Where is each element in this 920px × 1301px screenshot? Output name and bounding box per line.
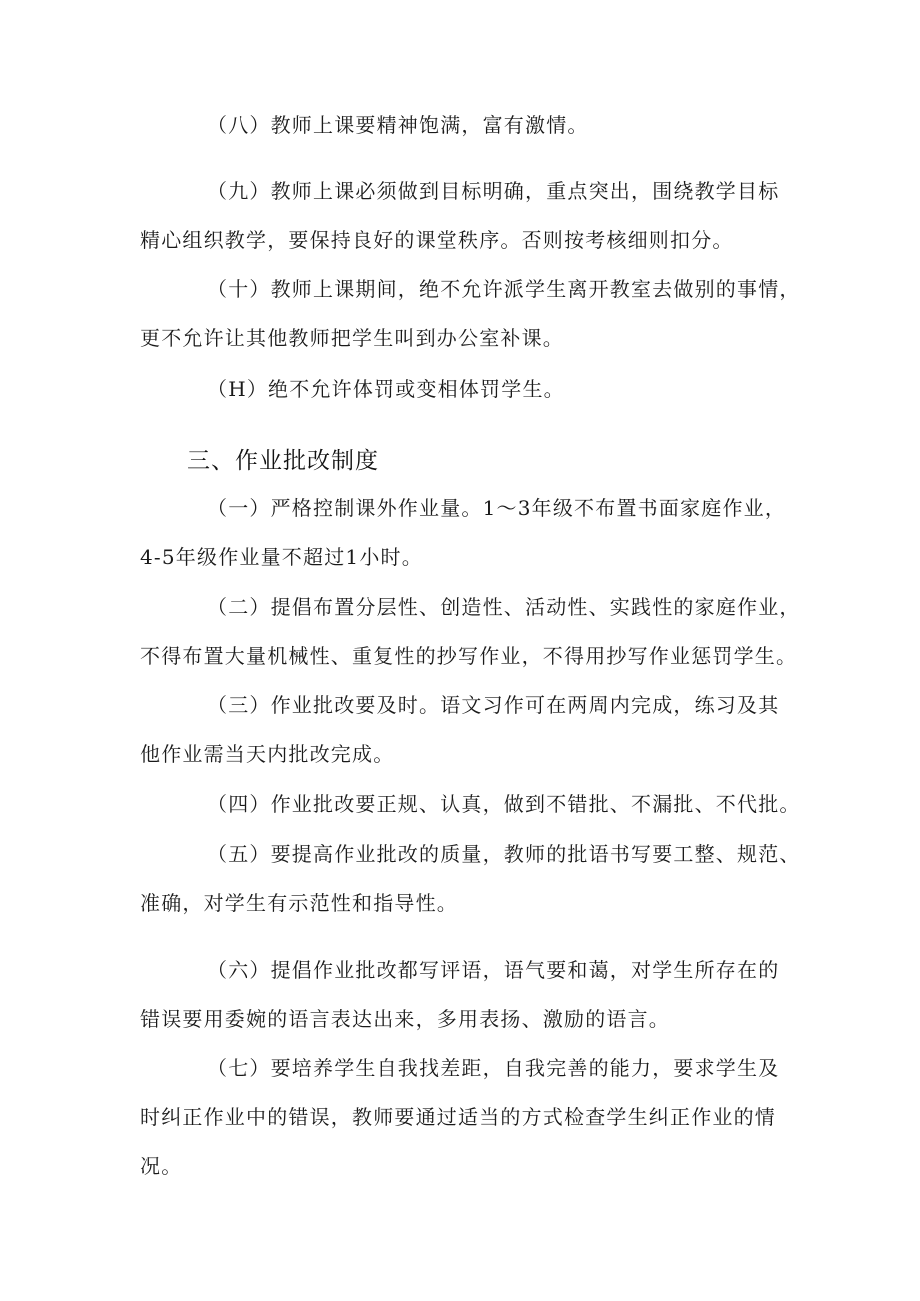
homework-item-1-line-1: （一）严格控制课外作业量。1～3年级不布置书面家庭作业， [207,496,787,520]
paragraph-11-line-1: （H）绝不允许体罚或变相体罚学生。 [207,377,565,401]
paragraph-8-line-1: （八）教师上课要精神饱满，富有激情。 [207,113,589,137]
homework-item-6-line-2: 错误要用委婉的语言表达出来，多用表扬、激励的语言。 [140,1007,670,1031]
homework-item-5-line-1: （五）要提高作业批改的质量，教师的批语书写要工整、规范、 [207,842,801,866]
homework-item-6-line-1: （六）提倡作业批改都写评语，语气要和蔼，对学生所存在的 [207,958,780,982]
homework-item-5-line-2: 准确，对学生有示范性和指导性。 [140,891,458,915]
homework-item-3-line-2: 他作业需当天内批改完成。 [140,742,395,766]
paragraph-10-line-1: （十）教师上课期间，绝不允许派学生离开教室去做别的事情， [207,277,801,301]
homework-item-1-line-2: 4-5年级作业量不超过1小时。 [140,545,423,569]
paragraph-9-line-2: 精心组织教学，要保持良好的课堂秩序。否则按考核细则扣分。 [140,228,734,252]
homework-item-7-line-3: 况。 [140,1154,183,1178]
homework-item-7-line-1: （七）要培养学生自我找差距，自我完善的能力，要求学生及 [207,1056,780,1080]
homework-item-2-line-2: 不得布置大量机械性、重复性的抄写作业，不得用抄写作业惩罚学生。 [140,644,798,668]
paragraph-10-line-2: 更不允许让其他教师把学生叫到办公室补课。 [140,326,564,350]
homework-item-2-line-1: （二）提倡布置分层性、创造性、活动性、实践性的家庭作业， [207,595,801,619]
paragraph-9-line-1: （九）教师上课必须做到目标明确，重点突出，围绕教学目标 [207,179,780,203]
homework-item-3-line-1: （三）作业批改要及时。语文习作可在两周内完成，练习及其 [207,693,780,717]
homework-item-7-line-2: 时纠正作业中的错误，教师要通过适当的方式检查学生纠正作业的情 [140,1105,776,1129]
section-heading: 三、作业批改制度 [187,448,379,474]
homework-item-4-line-1: （四）作业批改要正规、认真，做到不错批、不漏批、不代批。 [207,792,801,816]
